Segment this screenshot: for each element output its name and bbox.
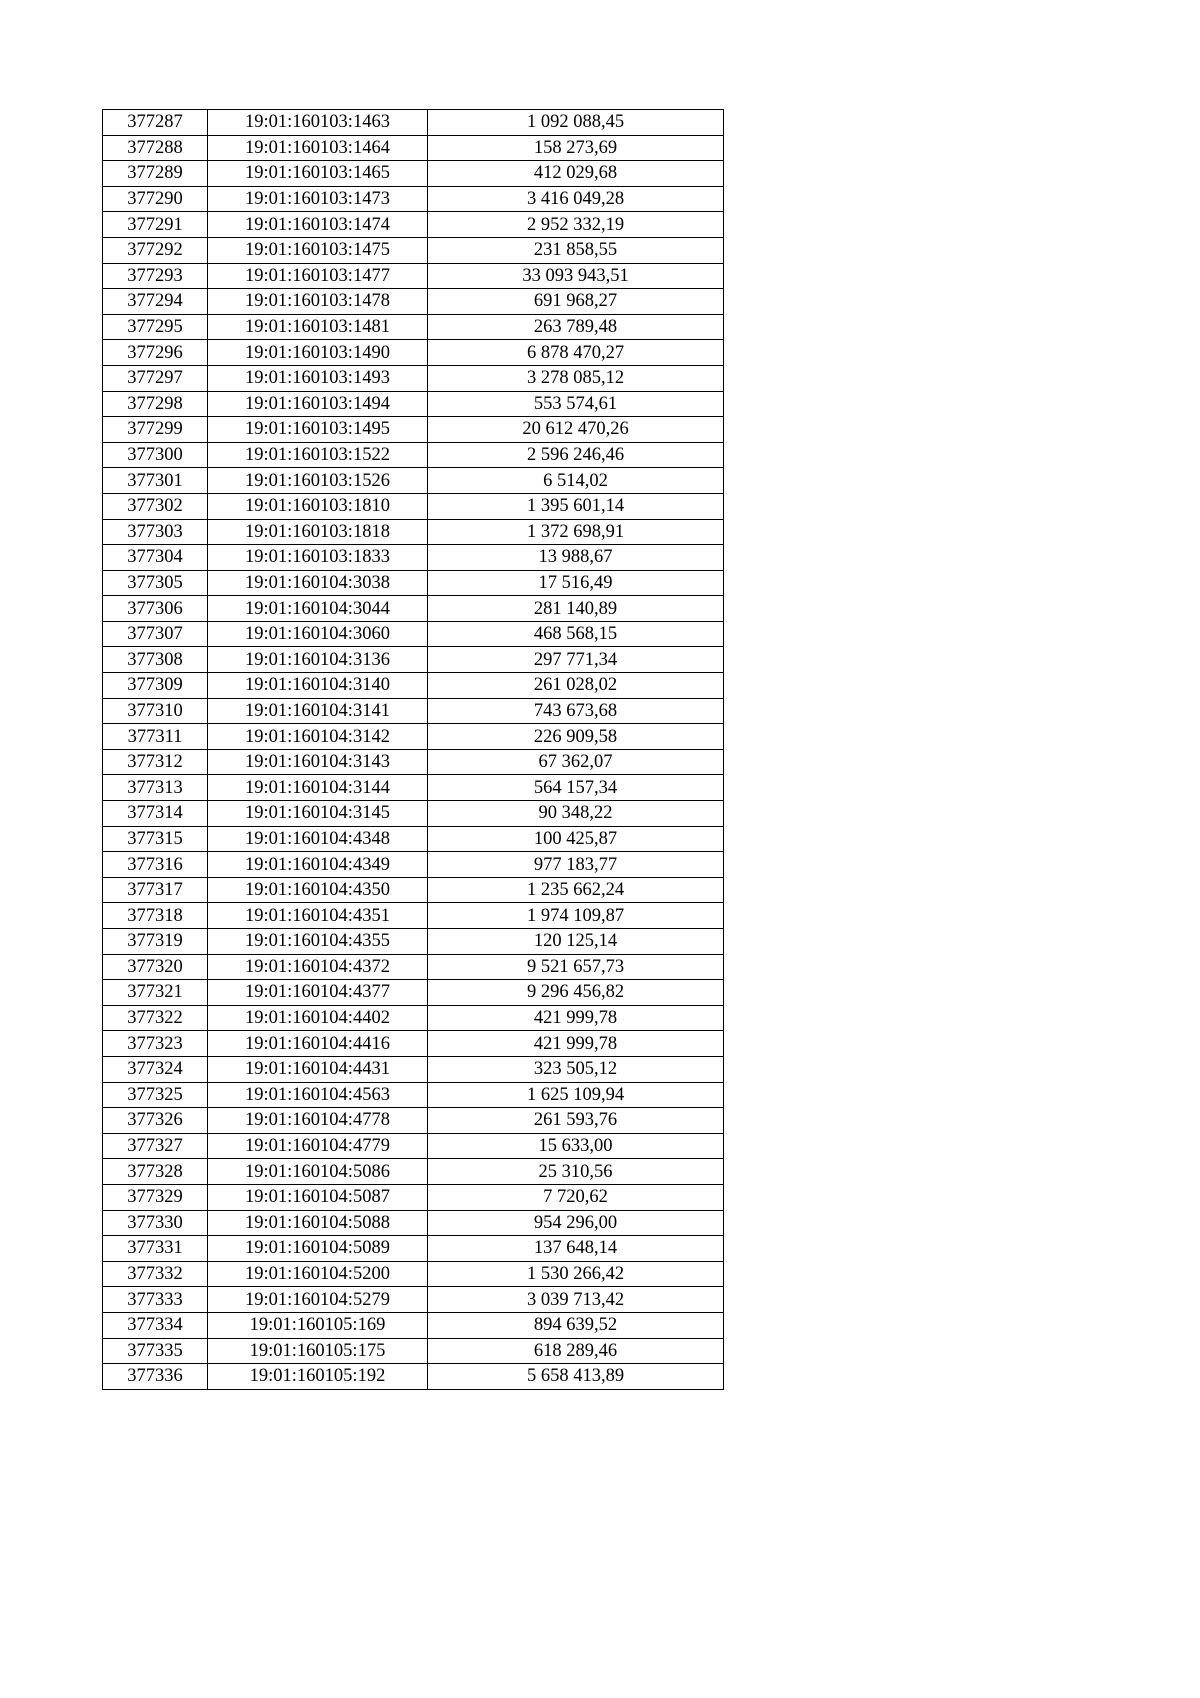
table-row <box>103 1108 724 1134</box>
cadastral-number-cell: 19:01:160104:3038 <box>208 570 428 596</box>
cadastral-number-cell: 19:01:160104:3144 <box>208 775 428 801</box>
row-number-cell: 377316 <box>103 852 208 878</box>
value-cell: 13 988,67 <box>428 545 724 571</box>
row-number-cell: 377320 <box>103 954 208 980</box>
table-row <box>103 903 724 929</box>
table-row <box>103 1236 724 1262</box>
cadastral-number-cell: 19:01:160104:5087 <box>208 1184 428 1210</box>
table-row <box>103 391 724 417</box>
row-number-cell: 377318 <box>103 903 208 929</box>
value-cell: 323 505,12 <box>428 1056 724 1082</box>
table-row <box>103 1338 724 1364</box>
value-cell: 5 658 413,89 <box>428 1364 724 1390</box>
value-cell: 9 521 657,73 <box>428 954 724 980</box>
table-row <box>103 1082 724 1108</box>
value-cell: 281 140,89 <box>428 596 724 622</box>
table-row <box>103 1364 724 1390</box>
table-row <box>103 929 724 955</box>
row-number-cell: 377291 <box>103 212 208 238</box>
value-cell: 1 395 601,14 <box>428 493 724 519</box>
table-row <box>103 724 724 750</box>
cadastral-number-cell: 19:01:160104:4431 <box>208 1056 428 1082</box>
value-cell: 1 235 662,24 <box>428 877 724 903</box>
row-number-cell: 377293 <box>103 263 208 289</box>
row-number-cell: 377312 <box>103 749 208 775</box>
row-number-cell: 377327 <box>103 1133 208 1159</box>
table-row <box>103 1159 724 1185</box>
cadastral-number-cell: 19:01:160104:3044 <box>208 596 428 622</box>
value-cell: 553 574,61 <box>428 391 724 417</box>
value-cell: 261 593,76 <box>428 1108 724 1134</box>
cadastral-number-cell: 19:01:160103:1490 <box>208 340 428 366</box>
value-cell: 33 093 943,51 <box>428 263 724 289</box>
table-row <box>103 493 724 519</box>
value-cell: 1 372 698,91 <box>428 519 724 545</box>
cadastral-number-cell: 19:01:160104:3143 <box>208 749 428 775</box>
value-cell: 412 029,68 <box>428 161 724 187</box>
value-cell: 67 362,07 <box>428 749 724 775</box>
registry-table <box>102 109 724 1390</box>
cadastral-number-cell: 19:01:160104:4349 <box>208 852 428 878</box>
table-row <box>103 186 724 212</box>
table-row <box>103 289 724 315</box>
row-number-cell: 377302 <box>103 493 208 519</box>
row-number-cell: 377299 <box>103 417 208 443</box>
row-number-cell: 377332 <box>103 1261 208 1287</box>
row-number-cell: 377329 <box>103 1184 208 1210</box>
table-row <box>103 110 724 136</box>
value-cell: 421 999,78 <box>428 1031 724 1057</box>
cadastral-number-cell: 19:01:160103:1818 <box>208 519 428 545</box>
row-number-cell: 377319 <box>103 929 208 955</box>
table-row <box>103 596 724 622</box>
value-cell: 90 348,22 <box>428 801 724 827</box>
value-cell: 17 516,49 <box>428 570 724 596</box>
row-number-cell: 377306 <box>103 596 208 622</box>
value-cell: 6 514,02 <box>428 468 724 494</box>
row-number-cell: 377321 <box>103 980 208 1006</box>
cadastral-number-cell: 19:01:160104:4355 <box>208 929 428 955</box>
value-cell: 2 596 246,46 <box>428 442 724 468</box>
value-cell: 15 633,00 <box>428 1133 724 1159</box>
value-cell: 1 092 088,45 <box>428 110 724 136</box>
value-cell: 158 273,69 <box>428 135 724 161</box>
table-row <box>103 161 724 187</box>
table-row <box>103 1312 724 1338</box>
table-row <box>103 775 724 801</box>
table-row <box>103 749 724 775</box>
table-row <box>103 314 724 340</box>
value-cell: 421 999,78 <box>428 1005 724 1031</box>
value-cell: 1 625 109,94 <box>428 1082 724 1108</box>
row-number-cell: 377317 <box>103 877 208 903</box>
value-cell: 226 909,58 <box>428 724 724 750</box>
table-row <box>103 365 724 391</box>
table-row <box>103 852 724 878</box>
cadastral-number-cell: 19:01:160103:1478 <box>208 289 428 315</box>
row-number-cell: 377304 <box>103 545 208 571</box>
cadastral-number-cell: 19:01:160104:5279 <box>208 1287 428 1313</box>
value-cell: 977 183,77 <box>428 852 724 878</box>
table-row <box>103 954 724 980</box>
row-number-cell: 377294 <box>103 289 208 315</box>
row-number-cell: 377336 <box>103 1364 208 1390</box>
value-cell: 9 296 456,82 <box>428 980 724 1006</box>
value-cell: 231 858,55 <box>428 237 724 263</box>
row-number-cell: 377325 <box>103 1082 208 1108</box>
row-number-cell: 377328 <box>103 1159 208 1185</box>
value-cell: 7 720,62 <box>428 1184 724 1210</box>
table-row <box>103 647 724 673</box>
cadastral-number-cell: 19:01:160103:1465 <box>208 161 428 187</box>
table-row <box>103 468 724 494</box>
value-cell: 20 612 470,26 <box>428 417 724 443</box>
row-number-cell: 377305 <box>103 570 208 596</box>
value-cell: 2 952 332,19 <box>428 212 724 238</box>
table-row <box>103 135 724 161</box>
row-number-cell: 377309 <box>103 673 208 699</box>
table-row <box>103 545 724 571</box>
row-number-cell: 377322 <box>103 1005 208 1031</box>
row-number-cell: 377296 <box>103 340 208 366</box>
row-number-cell: 377311 <box>103 724 208 750</box>
cadastral-number-cell: 19:01:160104:4778 <box>208 1108 428 1134</box>
row-number-cell: 377334 <box>103 1312 208 1338</box>
cadastral-number-cell: 19:01:160104:3142 <box>208 724 428 750</box>
table-row <box>103 1184 724 1210</box>
value-cell: 297 771,34 <box>428 647 724 673</box>
table-row <box>103 1261 724 1287</box>
row-number-cell: 377333 <box>103 1287 208 1313</box>
row-number-cell: 377290 <box>103 186 208 212</box>
cadastral-number-cell: 19:01:160104:5086 <box>208 1159 428 1185</box>
value-cell: 618 289,46 <box>428 1338 724 1364</box>
table-row <box>103 417 724 443</box>
cadastral-number-cell: 19:01:160104:5088 <box>208 1210 428 1236</box>
value-cell: 137 648,14 <box>428 1236 724 1262</box>
row-number-cell: 377314 <box>103 801 208 827</box>
table-row <box>103 442 724 468</box>
cadastral-number-cell: 19:01:160104:4351 <box>208 903 428 929</box>
value-cell: 691 968,27 <box>428 289 724 315</box>
value-cell: 468 568,15 <box>428 621 724 647</box>
cadastral-number-cell: 19:01:160103:1810 <box>208 493 428 519</box>
row-number-cell: 377324 <box>103 1056 208 1082</box>
value-cell: 894 639,52 <box>428 1312 724 1338</box>
cadastral-number-cell: 19:01:160103:1493 <box>208 365 428 391</box>
table-row <box>103 1005 724 1031</box>
value-cell: 1 974 109,87 <box>428 903 724 929</box>
value-cell: 25 310,56 <box>428 1159 724 1185</box>
row-number-cell: 377297 <box>103 365 208 391</box>
table-row <box>103 621 724 647</box>
cadastral-number-cell: 19:01:160104:4372 <box>208 954 428 980</box>
row-number-cell: 377331 <box>103 1236 208 1262</box>
cadastral-number-cell: 19:01:160103:1475 <box>208 237 428 263</box>
cadastral-number-cell: 19:01:160104:3145 <box>208 801 428 827</box>
cadastral-number-cell: 19:01:160103:1464 <box>208 135 428 161</box>
row-number-cell: 377323 <box>103 1031 208 1057</box>
cadastral-number-cell: 19:01:160104:4779 <box>208 1133 428 1159</box>
table-row <box>103 212 724 238</box>
row-number-cell: 377335 <box>103 1338 208 1364</box>
table-row <box>103 340 724 366</box>
cadastral-number-cell: 19:01:160103:1477 <box>208 263 428 289</box>
value-cell: 3 278 085,12 <box>428 365 724 391</box>
table-row <box>103 1031 724 1057</box>
cadastral-number-cell: 19:01:160105:192 <box>208 1364 428 1390</box>
cadastral-number-cell: 19:01:160103:1495 <box>208 417 428 443</box>
row-number-cell: 377310 <box>103 698 208 724</box>
value-cell: 743 673,68 <box>428 698 724 724</box>
table-row <box>103 1056 724 1082</box>
table-row <box>103 877 724 903</box>
cadastral-number-cell: 19:01:160104:4377 <box>208 980 428 1006</box>
cadastral-number-cell: 19:01:160104:4416 <box>208 1031 428 1057</box>
table-row <box>103 570 724 596</box>
cadastral-number-cell: 19:01:160103:1526 <box>208 468 428 494</box>
row-number-cell: 377308 <box>103 647 208 673</box>
value-cell: 1 530 266,42 <box>428 1261 724 1287</box>
cadastral-number-cell: 19:01:160104:3141 <box>208 698 428 724</box>
cadastral-number-cell: 19:01:160104:4563 <box>208 1082 428 1108</box>
cadastral-number-cell: 19:01:160104:4348 <box>208 826 428 852</box>
table-row <box>103 980 724 1006</box>
cadastral-number-cell: 19:01:160103:1463 <box>208 110 428 136</box>
cadastral-number-cell: 19:01:160103:1474 <box>208 212 428 238</box>
cadastral-number-cell: 19:01:160104:5089 <box>208 1236 428 1262</box>
table-row <box>103 263 724 289</box>
value-cell: 564 157,34 <box>428 775 724 801</box>
value-cell: 954 296,00 <box>428 1210 724 1236</box>
row-number-cell: 377292 <box>103 237 208 263</box>
table-row <box>103 801 724 827</box>
row-number-cell: 377303 <box>103 519 208 545</box>
value-cell: 261 028,02 <box>428 673 724 699</box>
row-number-cell: 377295 <box>103 314 208 340</box>
table-row <box>103 826 724 852</box>
row-number-cell: 377315 <box>103 826 208 852</box>
row-number-cell: 377287 <box>103 110 208 136</box>
row-number-cell: 377289 <box>103 161 208 187</box>
cadastral-number-cell: 19:01:160103:1481 <box>208 314 428 340</box>
value-cell: 120 125,14 <box>428 929 724 955</box>
value-cell: 6 878 470,27 <box>428 340 724 366</box>
value-cell: 3 039 713,42 <box>428 1287 724 1313</box>
table-row <box>103 1210 724 1236</box>
cadastral-number-cell: 19:01:160103:1833 <box>208 545 428 571</box>
cadastral-number-cell: 19:01:160104:4402 <box>208 1005 428 1031</box>
cadastral-number-cell: 19:01:160104:5200 <box>208 1261 428 1287</box>
row-number-cell: 377313 <box>103 775 208 801</box>
cadastral-number-cell: 19:01:160103:1494 <box>208 391 428 417</box>
row-number-cell: 377300 <box>103 442 208 468</box>
table-row <box>103 673 724 699</box>
cadastral-number-cell: 19:01:160104:3140 <box>208 673 428 699</box>
cadastral-number-cell: 19:01:160104:3060 <box>208 621 428 647</box>
table-row <box>103 698 724 724</box>
value-cell: 263 789,48 <box>428 314 724 340</box>
cadastral-number-cell: 19:01:160103:1473 <box>208 186 428 212</box>
value-cell: 3 416 049,28 <box>428 186 724 212</box>
value-cell: 100 425,87 <box>428 826 724 852</box>
table-row <box>103 1287 724 1313</box>
cadastral-number-cell: 19:01:160105:175 <box>208 1338 428 1364</box>
table-row <box>103 1133 724 1159</box>
cadastral-number-cell: 19:01:160103:1522 <box>208 442 428 468</box>
cadastral-number-cell: 19:01:160104:3136 <box>208 647 428 673</box>
row-number-cell: 377330 <box>103 1210 208 1236</box>
table-row <box>103 237 724 263</box>
row-number-cell: 377326 <box>103 1108 208 1134</box>
row-number-cell: 377298 <box>103 391 208 417</box>
cadastral-number-cell: 19:01:160105:169 <box>208 1312 428 1338</box>
cadastral-number-cell: 19:01:160104:4350 <box>208 877 428 903</box>
row-number-cell: 377301 <box>103 468 208 494</box>
row-number-cell: 377288 <box>103 135 208 161</box>
table-row <box>103 519 724 545</box>
registry-table-body <box>103 110 724 1390</box>
row-number-cell: 377307 <box>103 621 208 647</box>
